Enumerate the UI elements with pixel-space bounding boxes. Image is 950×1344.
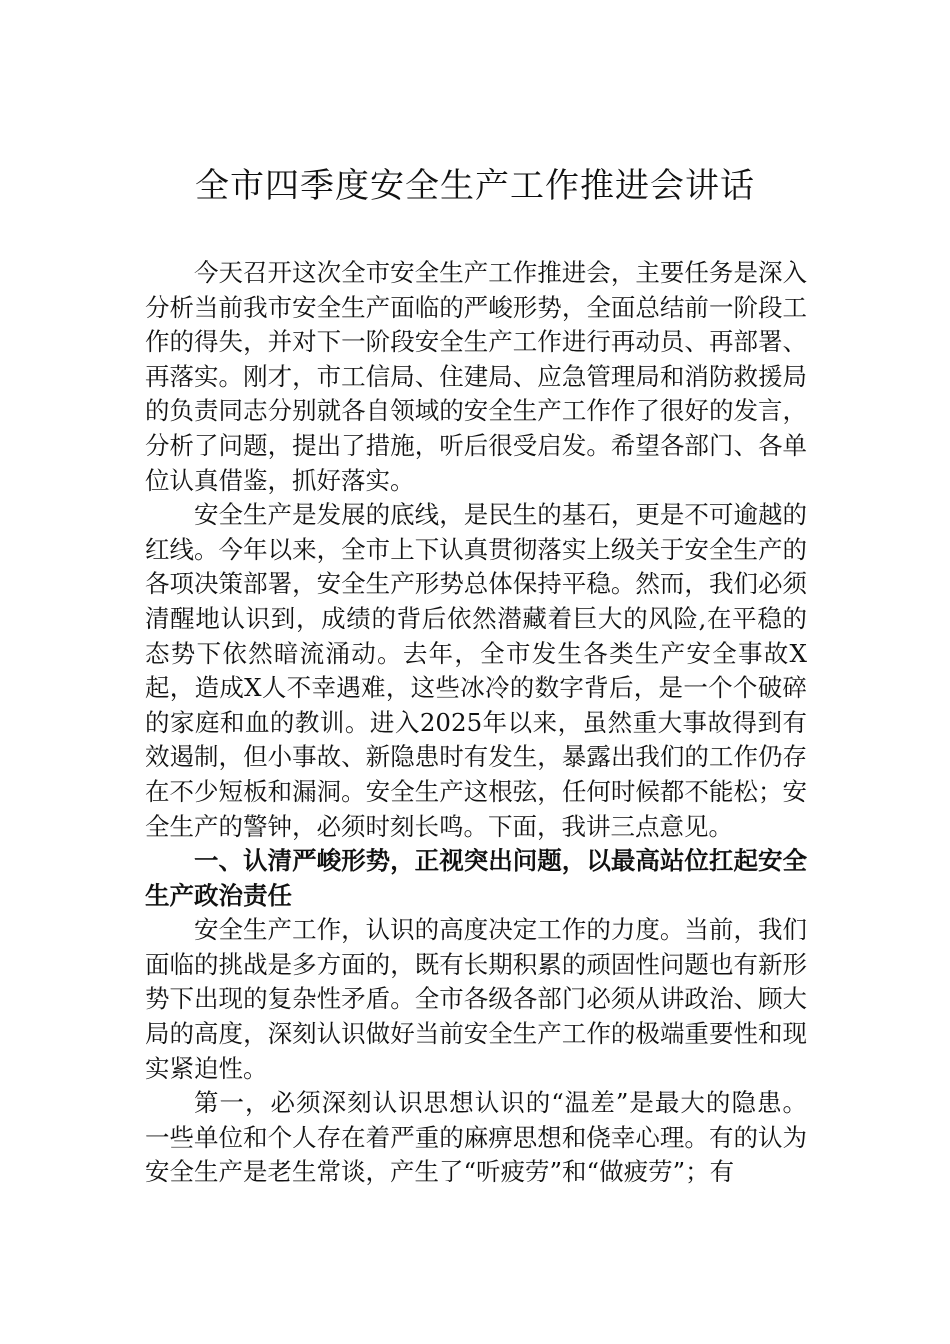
document-body bbox=[145, 256, 807, 1190]
section-heading-1: 一、认清严峻形势，正视突出问题，以最高站位扛起安全生产政治责任 bbox=[145, 846, 807, 910]
document-title: 全市四季度安全生产工作推进会讲话 bbox=[195, 166, 755, 206]
paragraph-situation: 安全生产是发展的底线，是民生的基石，更是不可逾越的红线。今年以来，全市上下认真贯彻落实上级关于安全生产的各项决策部署，安全生产形势总体保持平稳。然而，我们必须清醒地认识到，成绩的背后依然潜藏着巨大的风险,在平稳的态势下依然暗流涌动。去年，全市发生各类生产安全事故X起，造成X人不幸遇难，这些冰冷的数字背后，是一个个破碎的家庭和血的教训。进入2025年以来，虽然重大事故得到有效遏制，但小事故、新隐患时有发生，暴露出我们的工作仍存在不少短板和漏洞。安全生产这根弦，任何时候都不能松；安全生产的警钟，必须时刻长鸣。下面，我讲三点意见。 bbox=[145, 500, 807, 841]
paragraph-point-1: 第一，必须深刻认识思想认识的“温差”是最大的隐患。一些单位和个人存在着严重的麻痹思想和侥幸心理。有的认为安全生产是老生常谈，产生了“听疲劳”和“做疲劳”；有 bbox=[145, 1088, 807, 1187]
paragraph-section-1-intro: 安全生产工作，认识的高度决定工作的力度。当前，我们面临的挑战是多方面的，既有长期积累的顽固性问题也有新形势下出现的复杂性矛盾。全市各级各部门必须从讲政治、顾大局的高度，深刻认识做好当前安全生产工作的极端重要性和现实紧迫性。 bbox=[145, 915, 807, 1083]
paragraph-opening: 今天召开这次全市安全生产工作推进会，主要任务是深入分析当前我市安全生产面临的严峻形势，全面总结前一阶段工作的得失，并对下一阶段安全生产工作进行再动员、再部署、再落实。刚才，市工信局、住建局、应急管理局和消防救援局的负责同志分别就各自领域的安全生产工作作了很好的发言，分析了问题，提出了措施，听后很受启发。希望各部门、各单位认真借鉴，抓好落实。 bbox=[145, 258, 807, 495]
